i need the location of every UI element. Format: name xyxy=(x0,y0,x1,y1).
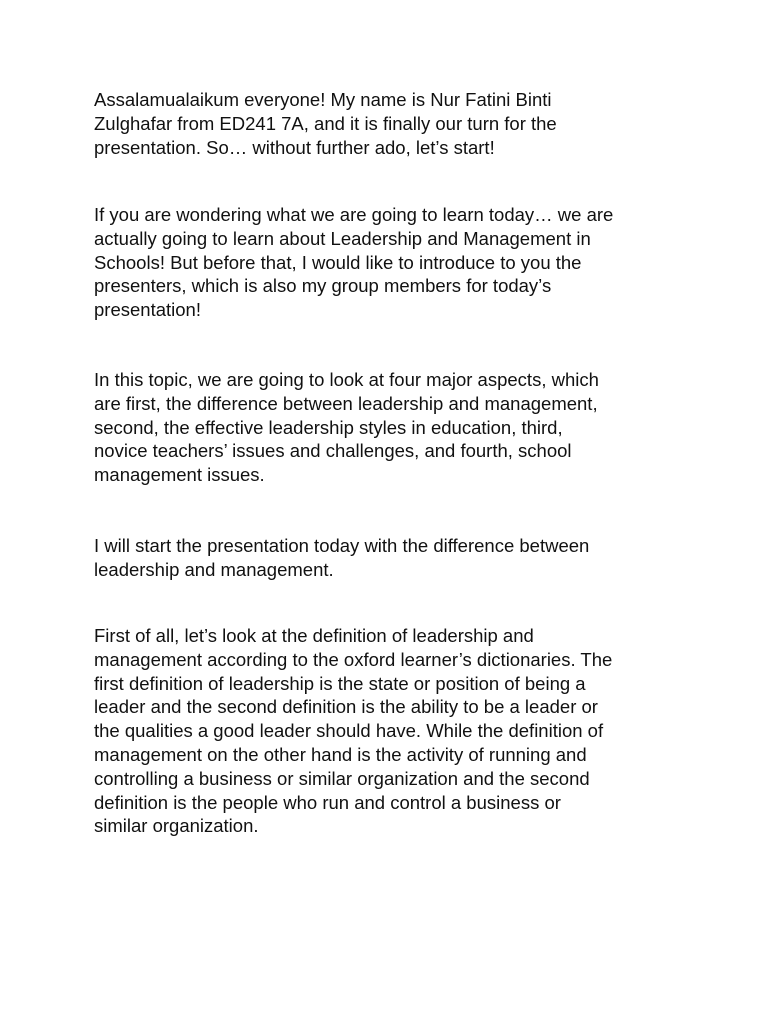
text-line: In this topic, we are going to look at four major aspects, which xyxy=(94,369,599,390)
text-line: If you are wondering what we are going to learn today… we are xyxy=(94,204,614,225)
text-line: second, the effective leadership styles in education, third, xyxy=(94,416,563,438)
text-line: Schools! But before that, I would like to introduce to you the xyxy=(94,251,582,273)
text-line: leader and the second definition is the ability to be a leader or xyxy=(94,696,598,718)
text-line: first definition of leadership is the state or position of being a xyxy=(94,672,586,694)
text-line: definition is the people who run and control a business or xyxy=(94,791,561,813)
paragraph-aspects xyxy=(94,368,684,487)
text-line: novice teachers’ issues and challenges, and fourth, school xyxy=(94,440,572,462)
text-line: leadership and management. xyxy=(94,558,334,580)
text-line: controlling a business or similar organization and the second xyxy=(94,767,590,789)
text-line: the qualities a good leader should have. While the definition of xyxy=(94,720,604,742)
text-line: similar organization. xyxy=(94,815,259,837)
text-line: management according to the oxford learner’s dictionaries. The xyxy=(94,648,613,670)
text-line: actually going to learn about Leadership and Management in xyxy=(94,227,591,249)
paragraph-definitions xyxy=(94,624,684,838)
text-line: Zulghafar from ED241 7A, and it is finally our turn for the xyxy=(94,112,557,134)
text-line: presentation. So… without further ado, let’s start! xyxy=(94,136,495,158)
text-line: presenters, which is also my group members for today’s xyxy=(94,275,552,297)
text-line: presentation! xyxy=(94,299,201,321)
text-line: management on the other hand is the activity of running and xyxy=(94,743,587,765)
paragraph-topic-intro xyxy=(94,203,684,322)
text-line: First of all, let’s look at the definition of leadership and xyxy=(94,625,534,646)
text-line: Assalamualaikum everyone! My name is Nur Fatini Binti xyxy=(94,89,552,110)
text-line: I will start the presentation today with the difference between xyxy=(94,535,590,556)
paragraph-greeting xyxy=(94,88,684,159)
paragraph-start xyxy=(94,534,684,582)
text-line: management issues. xyxy=(94,464,265,486)
text-line: are first, the difference between leadership and management, xyxy=(94,392,598,414)
